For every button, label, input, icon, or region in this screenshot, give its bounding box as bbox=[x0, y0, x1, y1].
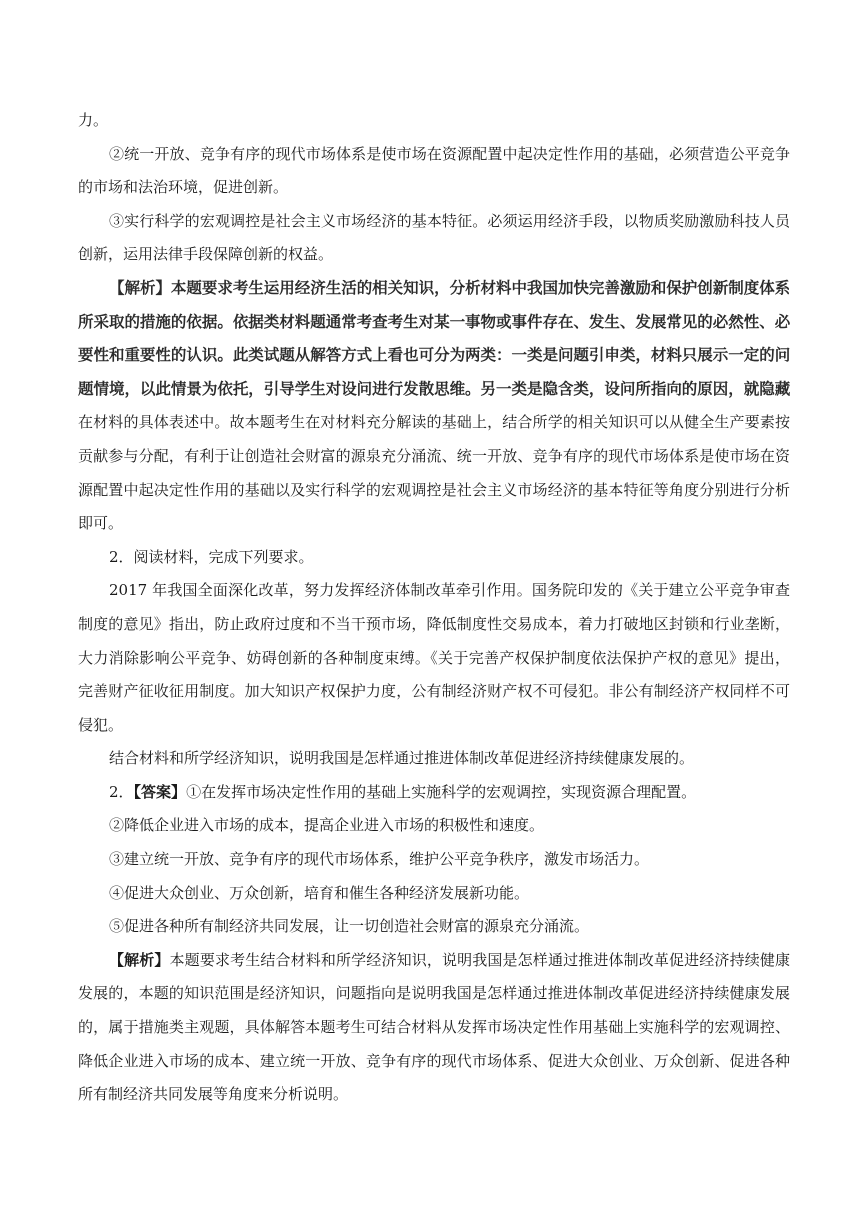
analysis-2-text: 本题要求考生结合材料和所学经济知识，说明我国是怎样通过推进体制改革促进经济持续健康发展的，本题的知识范围是经济知识，问题指向是说明我国是怎样通过推进体制改革促进经济持续健康发展的，属于措施类主观题，具体解答本题考生可结合材料从发挥市场决定性作用基础上实施科学的宏观调控、降低企业进入市场的成本、建立统一开放、竞争有序的现代市场体系、促进大众创业、万众创新、促进各种所有制经济共同发展等角度来分析说明。 bbox=[78, 950, 790, 1104]
document-page bbox=[78, 104, 790, 1112]
analysis-1-rest-text: 在材料的具体表述中。故本题考生在对材料充分解读的基础上，结合所学的相关知识可以从健全生产要素按贡献参与分配，有利于让创造社会财富的源泉充分涌流、统一开放、竞争有序的现代市场体系是使市场在资源配置中起决定性作用的基础以及实行科学的宏观调控是社会主义市场经济的基本特征等角度分别进行分析即可。 bbox=[78, 413, 790, 533]
answer-2-point-4: ④促进大众创业、万众创新，培育和催生各种经济发展新功能。 bbox=[109, 883, 530, 902]
question-2-prompt: 结合材料和所学经济知识，说明我国是怎样通过推进体制改革促进经济持续健康发展的。 bbox=[109, 749, 695, 768]
question-2-material: 2017 年我国全面深化改革，努力发挥经济体制改革牵引作用。国务院印发的《关于建立公平竞争审查制度的意见》指出，防止政府过度和不当干预市场，降低制度性交易成本，着力打破地区封锁和行业垄断，大力消除影响公平竞争、妨碍创新的各种制度束缚。《关于完善产权保护制度依法保护产权的意见》提出，完善财产征收征用制度。加大知识产权保护力度，公有制经济财产权不可侵犯。非公有制经济产权同样不可侵犯。 bbox=[78, 581, 790, 734]
answer-2-point-5: ⑤促进各种所有制经济共同发展，让一切创造社会财富的源泉充分涌流。 bbox=[109, 917, 590, 936]
answer-2-point-2: ②降低企业进入市场的成本，提高企业进入市场的积极性和速度。 bbox=[109, 816, 545, 835]
analysis-1-scanned-text: 【解析】本题要求考生运用经济生活的相关知识，分析材料中我国加快完善激励和保护创新制度体系所采取的措施的依据。依据类材料题通常考查考生对某一事物或事件存在、发生、发展常见的必然性、必要性和重要性的认识。此类试题从解答方式上看也可分为两类：一类是问题引申类，材料只展示一定的问题情境，以此情景为依托，引导学生对设问进行发散思维。另一类是隐含类，设问所指向的原因，就隐藏 bbox=[78, 278, 790, 398]
answer-2-paragraph bbox=[78, 776, 790, 810]
paragraph-point-2: ②统一开放、竞争有序的现代市场体系是使市场在资源配置中起决定性作用的基础，必须营造公平竞争的市场和法治环境，促进创新。 bbox=[78, 144, 790, 197]
answer-2-point-1: ①在发挥市场决定性作用的基础上实施科学的宏观调控，实现资源合理配置。 bbox=[186, 782, 697, 801]
answer-2-prefix: 2． bbox=[109, 782, 134, 801]
analysis-label: 【解析】 bbox=[109, 950, 170, 969]
paragraph-continuation: 力。 bbox=[78, 111, 109, 129]
answer-2-point-3: ③建立统一开放、竞争有序的现代市场体系，维护公平竞争秩序，激发市场活力。 bbox=[109, 850, 650, 869]
paragraph-point-3: ③实行科学的宏观调控是社会主义市场经济的基本特征。必须运用经济手段，以物质奖励激励科技人员创新，运用法律手段保障创新的权益。 bbox=[78, 211, 790, 264]
analysis-1-paragraph bbox=[78, 272, 790, 541]
question-2-heading: 2．阅读材料，完成下列要求。 bbox=[109, 547, 314, 566]
analysis-2-paragraph bbox=[78, 944, 790, 1112]
answer-label: 【答案】 bbox=[133, 782, 187, 801]
